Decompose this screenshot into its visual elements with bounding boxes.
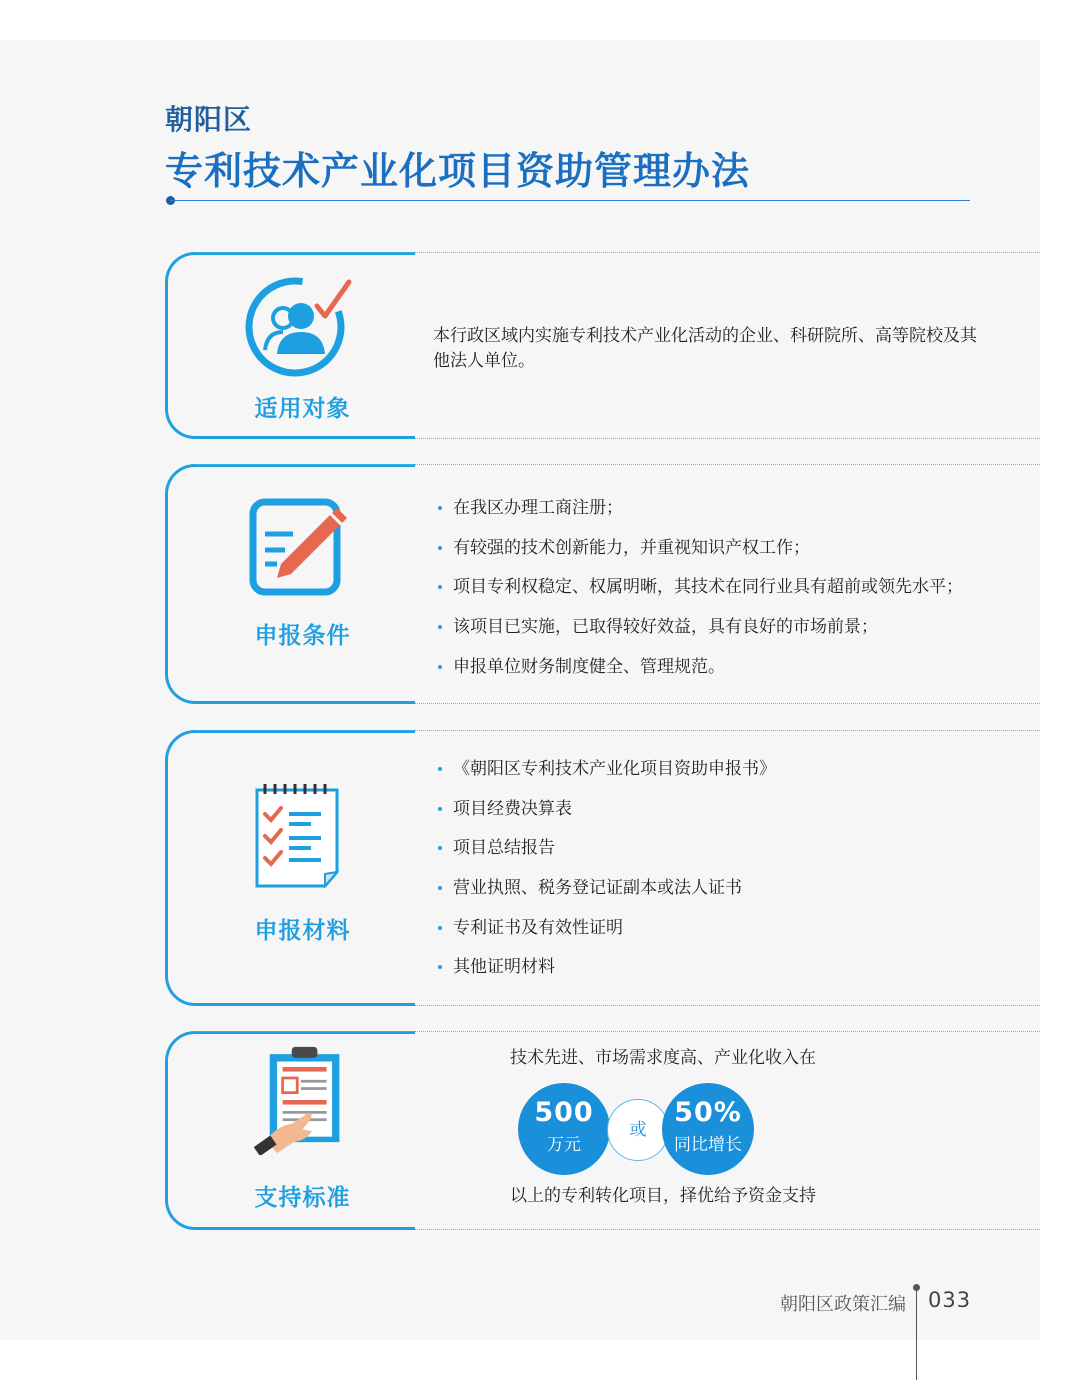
section-label-standard: 支持标准 (254, 1185, 351, 1211)
list-item: 项目专利权稳定、权属明晰，其技术在同行业具有超前或领先水平； (453, 577, 963, 617)
list-item: 申报单位财务制度健全、管理规范。 (453, 657, 963, 697)
dotted-rule-bottom (415, 1229, 1040, 1230)
scope-description: 本行政区域内实施专利技术产业化活动的企业、科研院所、高等院校及其他法人单位。 (433, 326, 977, 371)
amount-value: 500 (534, 1097, 594, 1128)
page-subtitle: 朝阳区 (165, 103, 253, 136)
section-standard (165, 1031, 1040, 1230)
section-conditions (165, 464, 1040, 704)
checklist-icon (245, 780, 355, 890)
edit-document-icon (245, 494, 355, 604)
dotted-rule-bottom (415, 703, 1040, 704)
footer-book-title: 朝阳区政策汇编 (780, 1294, 906, 1315)
section-label-materials: 申报材料 (254, 918, 351, 944)
title-rule (170, 200, 970, 201)
list-item: 在我区办理工商注册； (453, 498, 963, 538)
section-materials (165, 730, 1040, 1006)
growth-circle (662, 1083, 754, 1175)
page-number: 033 (928, 1288, 972, 1312)
section-label-conditions: 申报条件 (254, 623, 351, 649)
amount-unit: 万元 (547, 1135, 581, 1155)
section-scope (165, 252, 1040, 439)
list-item: 项目总结报告 (453, 838, 776, 878)
standard-bottom-text: 以上的专利转化项目，择优给予资金支持 (510, 1186, 816, 1206)
materials-list (453, 759, 776, 997)
dotted-rule-top (195, 730, 1040, 731)
footer-divider (916, 1288, 917, 1380)
list-item: 其他证明材料 (453, 957, 776, 997)
conditions-list (453, 498, 963, 696)
dotted-rule-bottom (415, 438, 1040, 439)
section-label-scope: 适用对象 (254, 396, 351, 422)
or-circle: 或 (607, 1099, 669, 1161)
page-title: 专利技术产业化项目资助管理办法 (165, 149, 751, 193)
growth-unit: 同比增长 (674, 1135, 742, 1155)
list-item: 有较强的技术创新能力，并重视知识产权工作； (453, 538, 963, 578)
list-item: 营业执照、税务登记证副本或法人证书 (453, 878, 776, 918)
list-item: 专利证书及有效性证明 (453, 918, 776, 958)
list-item: 《朝阳区专利技术产业化项目资助申报书》 (453, 759, 776, 799)
clipboard-hand-icon (245, 1045, 355, 1155)
growth-value: 50% (674, 1097, 742, 1128)
dotted-rule-bottom (415, 1005, 1040, 1006)
list-item: 项目经费决算表 (453, 799, 776, 839)
dotted-rule-top (195, 1031, 1040, 1032)
dotted-rule-top (195, 464, 1040, 465)
amount-circle (518, 1083, 610, 1175)
dotted-rule-top (195, 252, 1040, 253)
standard-top-text: 技术先进、市场需求度高、产业化收入在 (510, 1048, 816, 1068)
user-check-icon (245, 272, 355, 382)
list-item: 该项目已实施，已取得较好效益，具有良好的市场前景； (453, 617, 963, 657)
